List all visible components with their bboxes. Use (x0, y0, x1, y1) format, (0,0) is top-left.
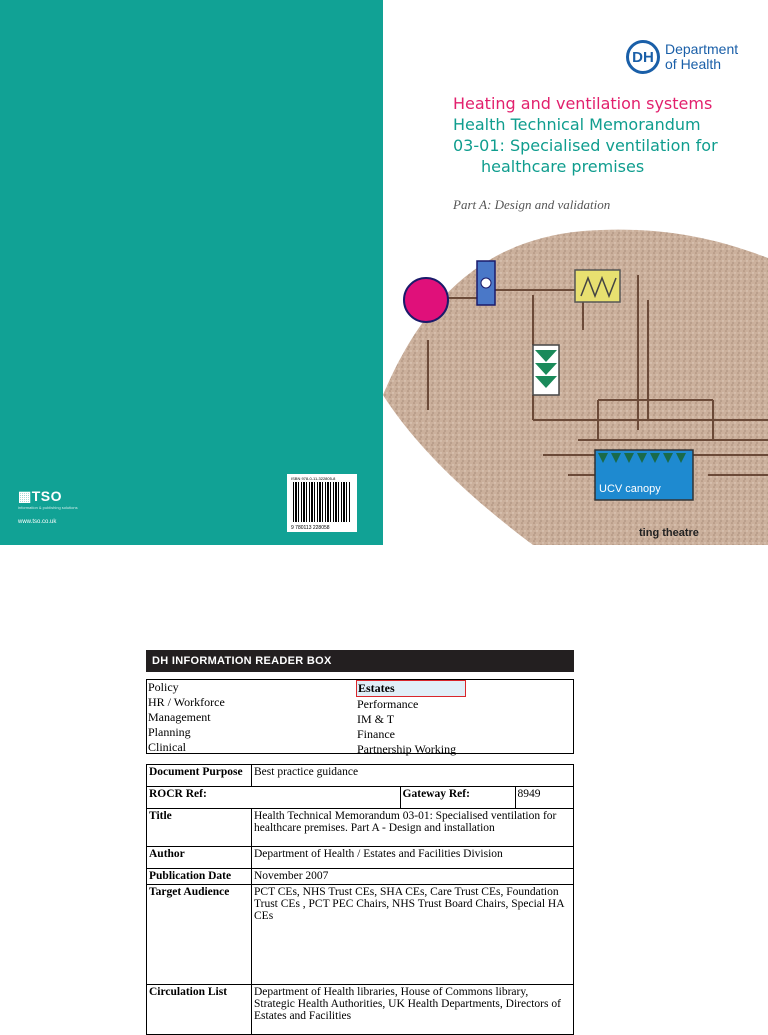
cover-title (453, 93, 718, 177)
category-estates-selected: Estates (356, 680, 466, 697)
title-line3: 03-01: Specialised ventilation for (453, 136, 718, 155)
department-line1: Department (665, 41, 739, 57)
title-value: Health Technical Memorandum 03-01: Specialised ventilation for healthcare premises. Part A - Design and installation (252, 809, 574, 847)
reader-info-table (146, 764, 574, 1035)
rocr-label: ROCR Ref: (147, 787, 401, 809)
category-management: Management (148, 710, 211, 724)
ventilation-diagram-illustration (383, 0, 768, 545)
department-line2: of Health (665, 56, 722, 72)
purpose-label: Document Purpose (147, 765, 252, 787)
table-row (147, 765, 574, 787)
tso-logo-text: TSO (31, 488, 63, 504)
audience-value: PCT CEs, NHS Trust CEs, SHA CEs, Care Trust CEs, Foundation Trust CEs , PCT PEC Chairs, NHS Trust Board Chairs, Special HA CEs (252, 885, 574, 985)
pubdate-value: November 2007 (252, 869, 574, 885)
circulation-value: Department of Health libraries, House of Commons library, Strategic Health Authorities, UK Health Departments, Directors of Estates and Facilities (252, 985, 574, 1035)
pubdate-label: Publication Date (147, 869, 252, 885)
title-line4: healthcare premises (481, 157, 645, 176)
category-clinical: Clinical (148, 740, 186, 754)
tso-tagline: information & publishing solutions (18, 505, 78, 510)
table-row (147, 847, 574, 869)
category-im-t: IM & T (357, 712, 395, 726)
table-row (147, 985, 574, 1035)
dh-logo (626, 40, 738, 74)
fan-icon (404, 278, 448, 322)
barcode-icon (293, 482, 351, 522)
ucv-canopy-label: UCV canopy (599, 483, 661, 495)
audience-label: Target Audience (147, 885, 252, 985)
gateway-value: 8949 (515, 787, 573, 809)
reader-box (146, 650, 574, 1035)
tso-logo (18, 488, 78, 510)
purpose-value: Best practice guidance (252, 765, 574, 787)
table-row (147, 809, 574, 847)
category-box (146, 679, 574, 754)
cover-subtitle: Part A: Design and validation (453, 197, 611, 212)
title-line2: Health Technical Memorandum (453, 115, 701, 134)
table-row (147, 869, 574, 885)
title-label: Title (147, 809, 252, 847)
category-partnership-working: Partnership Working (357, 742, 457, 756)
isbn-barcode (287, 474, 357, 532)
dh-logo-mark: DH (626, 40, 660, 74)
theatre-label: ting theatre (639, 527, 699, 539)
category-performance: Performance (357, 697, 419, 711)
category-list-right (357, 680, 573, 757)
isbn-top: ISBN 978-0-11-322805-8 (291, 476, 336, 481)
table-row (147, 885, 574, 985)
isbn-bottom: 9 780113 228058 (291, 525, 330, 531)
title-line1: Heating and ventilation systems (453, 94, 713, 113)
back-cover (0, 0, 383, 545)
category-policy: Policy (148, 680, 179, 694)
gateway-label: Gateway Ref: (400, 787, 515, 809)
author-label: Author (147, 847, 252, 869)
front-cover (383, 0, 768, 545)
tso-icon: ▦ (18, 488, 32, 504)
table-row (147, 787, 574, 809)
category-hr-workforce: HR / Workforce (148, 695, 225, 709)
reader-box-header: DH INFORMATION READER BOX (146, 650, 574, 672)
tso-url: www.tso.co.uk (18, 519, 57, 525)
circulation-label: Circulation List (147, 985, 252, 1035)
category-list-left (148, 680, 225, 755)
category-planning: Planning (148, 725, 191, 739)
category-finance: Finance (357, 727, 395, 741)
author-value: Department of Health / Estates and Facilities Division (252, 847, 574, 869)
